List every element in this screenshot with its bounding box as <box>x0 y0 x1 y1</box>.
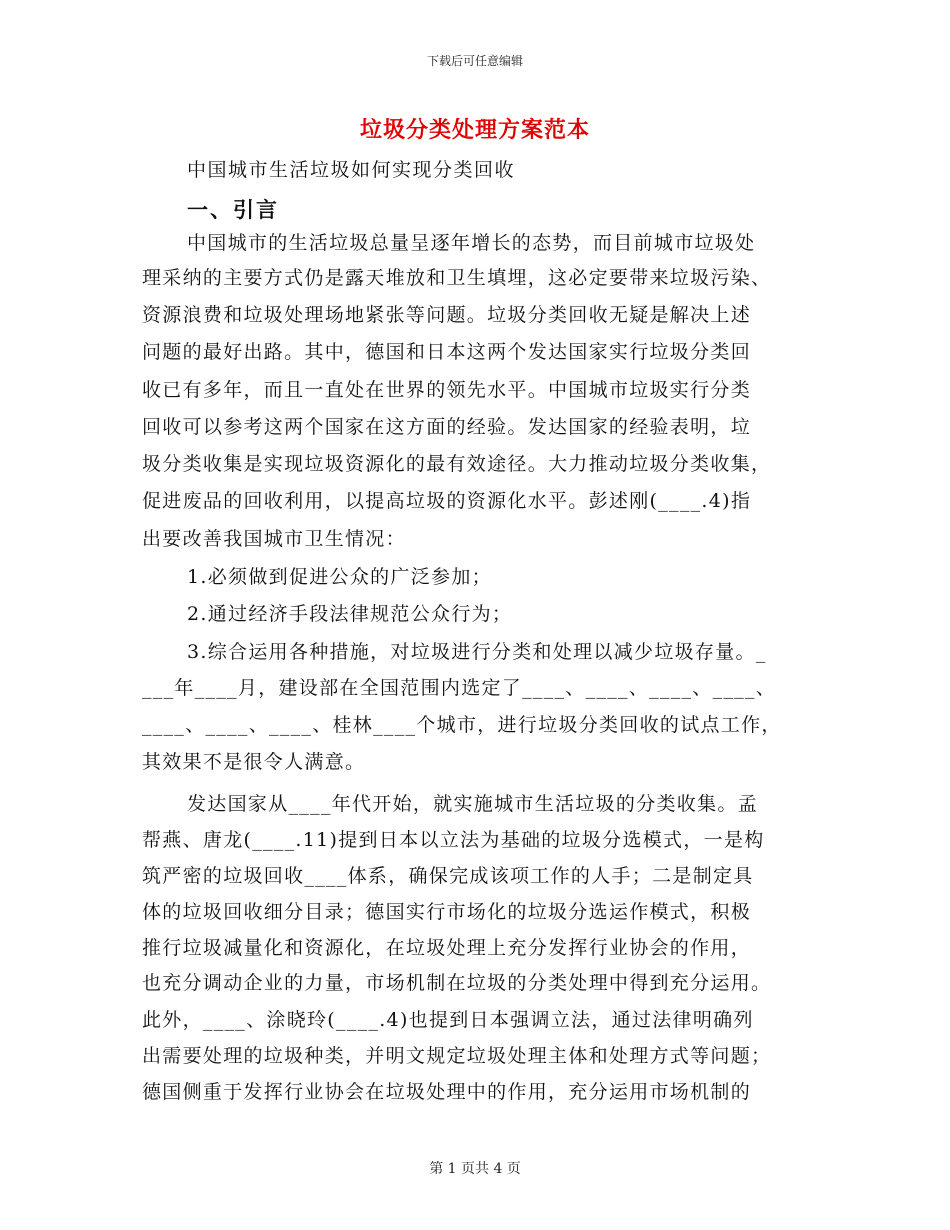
document-subtitle: 中国城市生活垃圾如何实现分类回收 <box>187 159 516 181</box>
body-line: 德国侧重于发挥行业协会在垃圾处理中的作用，充分运用市场机制的 <box>142 1081 752 1103</box>
body-line: 资源浪费和垃圾处理场地紧张等问题。垃圾分类回收无疑是解决上述 <box>142 304 752 326</box>
page-number-indicator: 第 1 页共 4 页 <box>429 1161 521 1177</box>
body-line: ___年____月，建设部在全国范围内选定了____、____、____、____、 <box>142 677 777 699</box>
body-line: 理采纳的主要方式仍是露天堆放和卫生填埋，这必定要带来垃圾污染、 <box>142 267 772 289</box>
list-item-3: 3.综合运用各种措施，对垃圾进行分类和处理以减少垃圾存量。_ <box>187 641 767 663</box>
body-line: 推行垃圾减量化和资源化，在垃圾处理上充分发挥行业协会的作用， <box>142 937 752 959</box>
body-line: 问题的最好出路。其中，德国和日本这两个发达国家实行垃圾分类回 <box>142 341 752 363</box>
document-title: 垃圾分类处理方案范本 <box>359 117 590 143</box>
body-line: 圾分类收集是实现垃圾资源化的最有效途径。大力推动垃圾分类收集， <box>142 453 772 475</box>
body-line: 收已有多年，而且一直处在世界的领先水平。中国城市垃圾实行分类 <box>142 379 752 401</box>
section-heading-introduction: 一、引言 <box>187 197 279 222</box>
body-line: 发达国家从____年代开始，就实施城市生活垃圾的分类收集。孟 <box>187 793 759 815</box>
body-line: 体的垃圾回收细分目录；德国实行市场化的垃圾分选运作模式，积极 <box>142 901 752 923</box>
body-line: 其效果不是很令人满意。 <box>142 751 366 773</box>
body-line: 中国城市的生活垃圾总量呈逐年增长的态势，而目前城市垃圾处 <box>187 232 756 254</box>
body-line: 也充分调动企业的力量，市场机制在垃圾的分类处理中得到充分运用。 <box>142 972 772 994</box>
body-line: ____、____、____、桂林____个城市，进行垃圾分类回收的试点工作， <box>142 714 782 736</box>
body-line: 回收可以参考这两个国家在这方面的经验。发达国家的经验表明，垃 <box>142 416 752 438</box>
list-item-1: 1.必须做到促进公众的广泛参加； <box>187 566 492 588</box>
page-header-note: 下载后可任意编辑 <box>426 54 523 68</box>
body-line: 出需要处理的垃圾种类，并明文规定垃圾处理主体和处理方式等问题； <box>142 1045 772 1067</box>
body-line: 帮燕、唐龙(____.11)提到日本以立法为基础的垃圾分选模式，一是构 <box>142 829 765 851</box>
body-line: 出要改善我国城市卫生情况： <box>142 528 406 550</box>
body-line: 促进废品的回收利用，以提高垃圾的资源化水平。彭述刚(____.4)指 <box>142 490 752 512</box>
body-line: 此外，____、涂晓玲(____.4)也提到日本强调立法，通过法律明确列 <box>142 1009 754 1031</box>
list-item-2: 2.通过经济手段法律规范公众行为； <box>187 603 513 625</box>
body-line: 筑严密的垃圾回收____体系，确保完成该项工作的人手；二是制定具 <box>142 865 754 887</box>
